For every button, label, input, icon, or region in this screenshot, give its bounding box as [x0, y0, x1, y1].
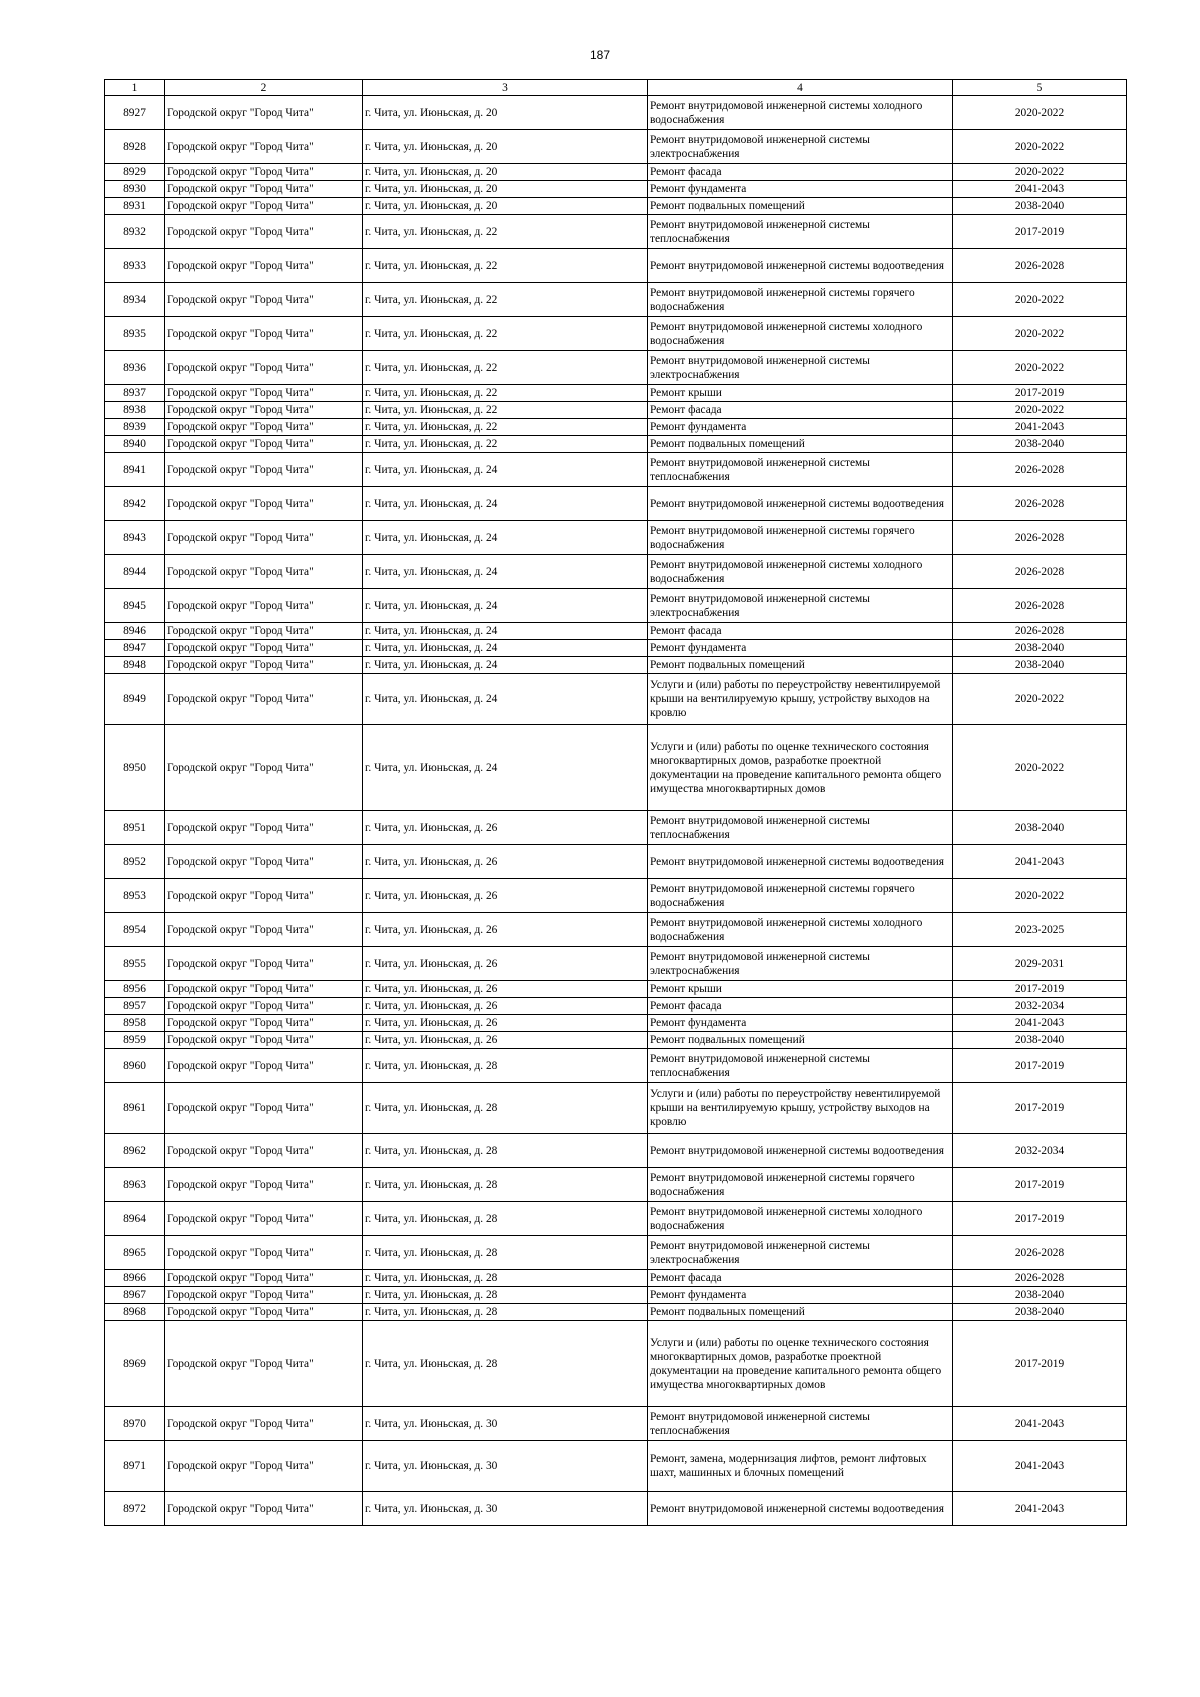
row-number: 8966: [105, 1270, 165, 1287]
address-cell: г. Чита, ул. Июньская, д. 28: [363, 1134, 648, 1168]
municipality-cell: Городской округ "Город Чита": [165, 589, 363, 623]
row-number: 8965: [105, 1236, 165, 1270]
work-type-cell: Ремонт внутридомовой инженерной системы электроснабжения: [648, 1236, 953, 1270]
row-number: 8946: [105, 623, 165, 640]
municipality-cell: Городской округ "Город Чита": [165, 1049, 363, 1083]
table-row: [105, 811, 1127, 845]
period-cell: 2020-2022: [953, 674, 1127, 725]
table-row: [105, 623, 1127, 640]
address-cell: г. Чита, ул. Июньская, д. 22: [363, 436, 648, 453]
table-body: [105, 96, 1127, 1526]
municipality-cell: Городской округ "Город Чита": [165, 913, 363, 947]
address-cell: г. Чита, ул. Июньская, д. 26: [363, 913, 648, 947]
table-row: [105, 96, 1127, 130]
work-type-cell: Ремонт подвальных помещений: [648, 1032, 953, 1049]
period-cell: 2026-2028: [953, 249, 1127, 283]
period-cell: 2032-2034: [953, 1134, 1127, 1168]
municipality-cell: Городской округ "Город Чита": [165, 130, 363, 164]
address-cell: г. Чита, ул. Июньская, д. 24: [363, 555, 648, 589]
period-cell: 2020-2022: [953, 317, 1127, 351]
table-row: [105, 1032, 1127, 1049]
work-type-cell: Ремонт крыши: [648, 385, 953, 402]
period-cell: 2026-2028: [953, 589, 1127, 623]
row-number: 8944: [105, 555, 165, 589]
work-type-cell: Ремонт внутридомовой инженерной системы водоотведения: [648, 487, 953, 521]
work-type-cell: Ремонт внутридомовой инженерной системы электроснабжения: [648, 589, 953, 623]
address-cell: г. Чита, ул. Июньская, д. 24: [363, 674, 648, 725]
row-number: 8952: [105, 845, 165, 879]
address-cell: г. Чита, ул. Июньская, д. 28: [363, 1321, 648, 1407]
address-cell: г. Чита, ул. Июньская, д. 20: [363, 181, 648, 198]
municipality-cell: Городской округ "Город Чита": [165, 845, 363, 879]
period-cell: 2026-2028: [953, 623, 1127, 640]
work-type-cell: Ремонт подвальных помещений: [648, 657, 953, 674]
address-cell: г. Чита, ул. Июньская, д. 22: [363, 351, 648, 385]
row-number: 8948: [105, 657, 165, 674]
address-cell: г. Чита, ул. Июньская, д. 24: [363, 725, 648, 811]
municipality-cell: Городской округ "Город Чита": [165, 181, 363, 198]
address-cell: г. Чита, ул. Июньская, д. 24: [363, 640, 648, 657]
column-header: 3: [363, 80, 648, 96]
municipality-cell: Городской округ "Город Чита": [165, 1134, 363, 1168]
address-cell: г. Чита, ул. Июньская, д. 20: [363, 198, 648, 215]
row-number: 8962: [105, 1134, 165, 1168]
period-cell: 2020-2022: [953, 402, 1127, 419]
row-number: 8961: [105, 1083, 165, 1134]
municipality-cell: Городской округ "Город Чита": [165, 674, 363, 725]
row-number: 8939: [105, 419, 165, 436]
row-number: 8937: [105, 385, 165, 402]
period-cell: 2038-2040: [953, 1304, 1127, 1321]
period-cell: 2038-2040: [953, 1032, 1127, 1049]
municipality-cell: Городской округ "Город Чита": [165, 419, 363, 436]
period-cell: 2029-2031: [953, 947, 1127, 981]
address-cell: г. Чита, ул. Июньская, д. 22: [363, 402, 648, 419]
period-cell: 2038-2040: [953, 811, 1127, 845]
address-cell: г. Чита, ул. Июньская, д. 26: [363, 998, 648, 1015]
table-row: [105, 453, 1127, 487]
work-type-cell: Ремонт внутридомовой инженерной системы электроснабжения: [648, 947, 953, 981]
work-type-cell: Ремонт фасада: [648, 1270, 953, 1287]
work-type-cell: Ремонт фундамента: [648, 419, 953, 436]
period-cell: 2017-2019: [953, 981, 1127, 998]
period-cell: 2020-2022: [953, 96, 1127, 130]
column-number-row: [105, 80, 1127, 96]
work-type-cell: Ремонт внутридомовой инженерной системы горячего водоснабжения: [648, 1168, 953, 1202]
address-cell: г. Чита, ул. Июньская, д. 24: [363, 589, 648, 623]
table-row: [105, 521, 1127, 555]
municipality-cell: Городской округ "Город Чита": [165, 96, 363, 130]
municipality-cell: Городской округ "Город Чита": [165, 164, 363, 181]
row-number: 8931: [105, 198, 165, 215]
table-row: [105, 181, 1127, 198]
work-type-cell: Ремонт внутридомовой инженерной системы горячего водоснабжения: [648, 521, 953, 555]
address-cell: г. Чита, ул. Июньская, д. 24: [363, 453, 648, 487]
table-row: [105, 385, 1127, 402]
table-row: [105, 164, 1127, 181]
municipality-cell: Городской округ "Город Чита": [165, 998, 363, 1015]
period-cell: 2020-2022: [953, 164, 1127, 181]
period-cell: 2038-2040: [953, 198, 1127, 215]
work-type-cell: Услуги и (или) работы по переустройству невентилируемой крыши на вентилируемую крышу, устройству выходов на кровлю: [648, 674, 953, 725]
work-type-cell: Ремонт фундамента: [648, 1287, 953, 1304]
municipality-cell: Городской округ "Город Чита": [165, 725, 363, 811]
column-header: 2: [165, 80, 363, 96]
table-row: [105, 589, 1127, 623]
period-cell: 2017-2019: [953, 1083, 1127, 1134]
address-cell: г. Чита, ул. Июньская, д. 28: [363, 1202, 648, 1236]
work-type-cell: Ремонт фасада: [648, 998, 953, 1015]
municipality-cell: Городской округ "Город Чита": [165, 249, 363, 283]
address-cell: г. Чита, ул. Июньская, д. 26: [363, 1032, 648, 1049]
row-number: 8949: [105, 674, 165, 725]
municipality-cell: Городской округ "Город Чита": [165, 1304, 363, 1321]
row-number: 8959: [105, 1032, 165, 1049]
work-type-cell: Ремонт внутридомовой инженерной системы холодного водоснабжения: [648, 555, 953, 589]
table-row: [105, 1015, 1127, 1032]
table-row: [105, 1321, 1127, 1407]
municipality-cell: Городской округ "Город Чита": [165, 1202, 363, 1236]
table-row: [105, 1134, 1127, 1168]
row-number: 8960: [105, 1049, 165, 1083]
work-type-cell: Ремонт внутридомовой инженерной системы холодного водоснабжения: [648, 96, 953, 130]
period-cell: 2026-2028: [953, 1270, 1127, 1287]
table-row: [105, 674, 1127, 725]
table-row: [105, 1049, 1127, 1083]
work-type-cell: Ремонт внутридомовой инженерной системы теплоснабжения: [648, 1049, 953, 1083]
municipality-cell: Городской округ "Город Чита": [165, 436, 363, 453]
address-cell: г. Чита, ул. Июньская, д. 30: [363, 1407, 648, 1441]
municipality-cell: Городской округ "Город Чита": [165, 811, 363, 845]
table-row: [105, 1407, 1127, 1441]
address-cell: г. Чита, ул. Июньская, д. 26: [363, 879, 648, 913]
period-cell: 2017-2019: [953, 385, 1127, 402]
period-cell: 2017-2019: [953, 1321, 1127, 1407]
municipality-cell: Городской округ "Город Чита": [165, 1441, 363, 1492]
work-type-cell: Ремонт подвальных помещений: [648, 436, 953, 453]
page-number: 187: [589, 48, 611, 62]
period-cell: 2017-2019: [953, 1049, 1127, 1083]
period-cell: 2038-2040: [953, 1287, 1127, 1304]
table-row: [105, 1441, 1127, 1492]
work-type-cell: Услуги и (или) работы по оценке технического состояния многоквартирных домов, разработке проектной документации на проведение капитального ремонта общего имущества многоквартирных домов: [648, 725, 953, 811]
municipality-cell: Городской округ "Город Чита": [165, 215, 363, 249]
work-type-cell: Ремонт внутридомовой инженерной системы холодного водоснабжения: [648, 913, 953, 947]
municipality-cell: Городской округ "Город Чита": [165, 1032, 363, 1049]
row-number: 8967: [105, 1287, 165, 1304]
period-cell: 2041-2043: [953, 1015, 1127, 1032]
row-number: 8942: [105, 487, 165, 521]
municipality-cell: Городской округ "Город Чита": [165, 283, 363, 317]
work-type-cell: Ремонт фундамента: [648, 1015, 953, 1032]
table-row: [105, 317, 1127, 351]
period-cell: 2017-2019: [953, 215, 1127, 249]
period-cell: 2026-2028: [953, 487, 1127, 521]
period-cell: 2026-2028: [953, 521, 1127, 555]
address-cell: г. Чита, ул. Июньская, д. 30: [363, 1492, 648, 1526]
period-cell: 2017-2019: [953, 1168, 1127, 1202]
municipality-cell: Городской округ "Город Чита": [165, 1015, 363, 1032]
column-header: 5: [953, 80, 1127, 96]
row-number: 8928: [105, 130, 165, 164]
capital-repair-table: [104, 79, 1127, 1526]
work-type-cell: Ремонт внутридомовой инженерной системы горячего водоснабжения: [648, 879, 953, 913]
work-type-cell: Ремонт внутридомовой инженерной системы водоотведения: [648, 249, 953, 283]
address-cell: г. Чита, ул. Июньская, д. 26: [363, 811, 648, 845]
table-row: [105, 947, 1127, 981]
municipality-cell: Городской округ "Город Чита": [165, 385, 363, 402]
address-cell: г. Чита, ул. Июньская, д. 28: [363, 1236, 648, 1270]
address-cell: г. Чита, ул. Июньская, д. 28: [363, 1168, 648, 1202]
row-number: 8940: [105, 436, 165, 453]
period-cell: 2020-2022: [953, 130, 1127, 164]
row-number: 8972: [105, 1492, 165, 1526]
work-type-cell: Ремонт внутридомовой инженерной системы холодного водоснабжения: [648, 1202, 953, 1236]
row-number: 8953: [105, 879, 165, 913]
municipality-cell: Городской округ "Город Чита": [165, 981, 363, 998]
address-cell: г. Чита, ул. Июньская, д. 22: [363, 419, 648, 436]
table-row: [105, 1270, 1127, 1287]
municipality-cell: Городской округ "Город Чита": [165, 1407, 363, 1441]
work-type-cell: Ремонт фасада: [648, 402, 953, 419]
row-number: 8970: [105, 1407, 165, 1441]
period-cell: 2020-2022: [953, 351, 1127, 385]
period-cell: 2038-2040: [953, 657, 1127, 674]
work-type-cell: Ремонт внутридомовой инженерной системы теплоснабжения: [648, 811, 953, 845]
address-cell: г. Чита, ул. Июньская, д. 24: [363, 487, 648, 521]
municipality-cell: Городской округ "Город Чита": [165, 640, 363, 657]
work-type-cell: Ремонт подвальных помещений: [648, 1304, 953, 1321]
period-cell: 2020-2022: [953, 879, 1127, 913]
table-row: [105, 215, 1127, 249]
address-cell: г. Чита, ул. Июньская, д. 28: [363, 1287, 648, 1304]
table-row: [105, 1202, 1127, 1236]
work-type-cell: Ремонт внутридомовой инженерной системы электроснабжения: [648, 130, 953, 164]
table-row: [105, 879, 1127, 913]
row-number: 8954: [105, 913, 165, 947]
period-cell: 2020-2022: [953, 725, 1127, 811]
work-type-cell: Ремонт, замена, модернизация лифтов, ремонт лифтовых шахт, машинных и блочных помещений: [648, 1441, 953, 1492]
row-number: 8932: [105, 215, 165, 249]
table-row: [105, 555, 1127, 589]
table-row: [105, 725, 1127, 811]
row-number: 8947: [105, 640, 165, 657]
municipality-cell: Городской округ "Город Чита": [165, 453, 363, 487]
address-cell: г. Чита, ул. Июньская, д. 24: [363, 623, 648, 640]
work-type-cell: Ремонт внутридомовой инженерной системы теплоснабжения: [648, 453, 953, 487]
table-row: [105, 1492, 1127, 1526]
row-number: 8956: [105, 981, 165, 998]
row-number: 8963: [105, 1168, 165, 1202]
municipality-cell: Городской округ "Город Чита": [165, 521, 363, 555]
row-number: 8950: [105, 725, 165, 811]
table-row: [105, 402, 1127, 419]
work-type-cell: Ремонт внутридомовой инженерной системы водоотведения: [648, 1134, 953, 1168]
period-cell: 2023-2025: [953, 913, 1127, 947]
work-type-cell: Ремонт внутридомовой инженерной системы горячего водоснабжения: [648, 283, 953, 317]
row-number: 8957: [105, 998, 165, 1015]
row-number: 8933: [105, 249, 165, 283]
row-number: 8943: [105, 521, 165, 555]
row-number: 8951: [105, 811, 165, 845]
municipality-cell: Городской округ "Город Чита": [165, 198, 363, 215]
row-number: 8929: [105, 164, 165, 181]
period-cell: 2017-2019: [953, 1202, 1127, 1236]
municipality-cell: Городской округ "Город Чита": [165, 402, 363, 419]
address-cell: г. Чита, ул. Июньская, д. 20: [363, 164, 648, 181]
municipality-cell: Городской округ "Город Чита": [165, 1083, 363, 1134]
table-row: [105, 436, 1127, 453]
municipality-cell: Городской округ "Город Чита": [165, 1321, 363, 1407]
period-cell: 2038-2040: [953, 640, 1127, 657]
table-row: [105, 283, 1127, 317]
table-row: [105, 998, 1127, 1015]
work-type-cell: Ремонт фундамента: [648, 181, 953, 198]
row-number: 8968: [105, 1304, 165, 1321]
work-type-cell: Ремонт внутридомовой инженерной системы водоотведения: [648, 845, 953, 879]
period-cell: 2041-2043: [953, 181, 1127, 198]
table-row: [105, 845, 1127, 879]
work-type-cell: Ремонт внутридомовой инженерной системы холодного водоснабжения: [648, 317, 953, 351]
municipality-cell: Городской округ "Город Чита": [165, 351, 363, 385]
address-cell: г. Чита, ул. Июньская, д. 26: [363, 981, 648, 998]
table-row: [105, 657, 1127, 674]
address-cell: г. Чита, ул. Июньская, д. 22: [363, 385, 648, 402]
address-cell: г. Чита, ул. Июньская, д. 30: [363, 1441, 648, 1492]
municipality-cell: Городской округ "Город Чита": [165, 1270, 363, 1287]
work-type-cell: Ремонт фундамента: [648, 640, 953, 657]
municipality-cell: Городской округ "Город Чита": [165, 657, 363, 674]
table-row: [105, 419, 1127, 436]
address-cell: г. Чита, ул. Июньская, д. 20: [363, 96, 648, 130]
row-number: 8934: [105, 283, 165, 317]
row-number: 8938: [105, 402, 165, 419]
municipality-cell: Городской округ "Город Чита": [165, 623, 363, 640]
table-row: [105, 1287, 1127, 1304]
work-type-cell: Услуги и (или) работы по переустройству невентилируемой крыши на вентилируемую крышу, устройству выходов на кровлю: [648, 1083, 953, 1134]
row-number: 8927: [105, 96, 165, 130]
work-type-cell: Ремонт подвальных помещений: [648, 198, 953, 215]
row-number: 8935: [105, 317, 165, 351]
row-number: 8964: [105, 1202, 165, 1236]
work-type-cell: Ремонт внутридомовой инженерной системы теплоснабжения: [648, 215, 953, 249]
table-row: [105, 249, 1127, 283]
municipality-cell: Городской округ "Город Чита": [165, 1236, 363, 1270]
address-cell: г. Чита, ул. Июньская, д. 22: [363, 215, 648, 249]
work-type-cell: Ремонт внутридомовой инженерной системы теплоснабжения: [648, 1407, 953, 1441]
row-number: 8969: [105, 1321, 165, 1407]
address-cell: г. Чита, ул. Июньская, д. 22: [363, 249, 648, 283]
period-cell: 2032-2034: [953, 998, 1127, 1015]
work-type-cell: Ремонт крыши: [648, 981, 953, 998]
address-cell: г. Чита, ул. Июньская, д. 28: [363, 1083, 648, 1134]
period-cell: 2026-2028: [953, 555, 1127, 589]
address-cell: г. Чита, ул. Июньская, д. 22: [363, 317, 648, 351]
table-row: [105, 913, 1127, 947]
table-row: [105, 487, 1127, 521]
municipality-cell: Городской округ "Город Чита": [165, 487, 363, 521]
row-number: 8971: [105, 1441, 165, 1492]
period-cell: 2041-2043: [953, 1407, 1127, 1441]
municipality-cell: Городской округ "Город Чита": [165, 1168, 363, 1202]
work-type-cell: Ремонт фасада: [648, 164, 953, 181]
address-cell: г. Чита, ул. Июньская, д. 26: [363, 947, 648, 981]
work-type-cell: Услуги и (или) работы по оценке технического состояния многоквартирных домов, разработке проектной документации на проведение капитального ремонта общего имущества многоквартирных домов: [648, 1321, 953, 1407]
address-cell: г. Чита, ул. Июньская, д. 26: [363, 1015, 648, 1032]
column-header: 4: [648, 80, 953, 96]
address-cell: г. Чита, ул. Июньская, д. 26: [363, 845, 648, 879]
work-type-cell: Ремонт фасада: [648, 623, 953, 640]
row-number: 8930: [105, 181, 165, 198]
table-row: [105, 198, 1127, 215]
municipality-cell: Городской округ "Город Чита": [165, 555, 363, 589]
address-cell: г. Чита, ул. Июньская, д. 28: [363, 1304, 648, 1321]
period-cell: 2026-2028: [953, 1236, 1127, 1270]
table-row: [105, 130, 1127, 164]
period-cell: 2041-2043: [953, 1492, 1127, 1526]
row-number: 8945: [105, 589, 165, 623]
work-type-cell: Ремонт внутридомовой инженерной системы электроснабжения: [648, 351, 953, 385]
period-cell: 2041-2043: [953, 845, 1127, 879]
table-row: [105, 640, 1127, 657]
table-row: [105, 351, 1127, 385]
row-number: 8941: [105, 453, 165, 487]
row-number: 8936: [105, 351, 165, 385]
address-cell: г. Чита, ул. Июньская, д. 28: [363, 1270, 648, 1287]
table-row: [105, 1236, 1127, 1270]
address-cell: г. Чита, ул. Июньская, д. 28: [363, 1049, 648, 1083]
work-type-cell: Ремонт внутридомовой инженерной системы водоотведения: [648, 1492, 953, 1526]
period-cell: 2041-2043: [953, 419, 1127, 436]
period-cell: 2020-2022: [953, 283, 1127, 317]
table-row: [105, 1304, 1127, 1321]
municipality-cell: Городской округ "Город Чита": [165, 1287, 363, 1304]
address-cell: г. Чита, ул. Июньская, д. 22: [363, 283, 648, 317]
table-row: [105, 1168, 1127, 1202]
period-cell: 2041-2043: [953, 1441, 1127, 1492]
period-cell: 2026-2028: [953, 453, 1127, 487]
address-cell: г. Чита, ул. Июньская, д. 20: [363, 130, 648, 164]
address-cell: г. Чита, ул. Июньская, д. 24: [363, 657, 648, 674]
address-cell: г. Чита, ул. Июньская, д. 24: [363, 521, 648, 555]
municipality-cell: Городской округ "Город Чита": [165, 947, 363, 981]
municipality-cell: Городской округ "Город Чита": [165, 879, 363, 913]
municipality-cell: Городской округ "Город Чита": [165, 317, 363, 351]
table-row: [105, 1083, 1127, 1134]
municipality-cell: Городской округ "Город Чита": [165, 1492, 363, 1526]
row-number: 8958: [105, 1015, 165, 1032]
column-header: 1: [105, 80, 165, 96]
table-row: [105, 981, 1127, 998]
period-cell: 2038-2040: [953, 436, 1127, 453]
row-number: 8955: [105, 947, 165, 981]
